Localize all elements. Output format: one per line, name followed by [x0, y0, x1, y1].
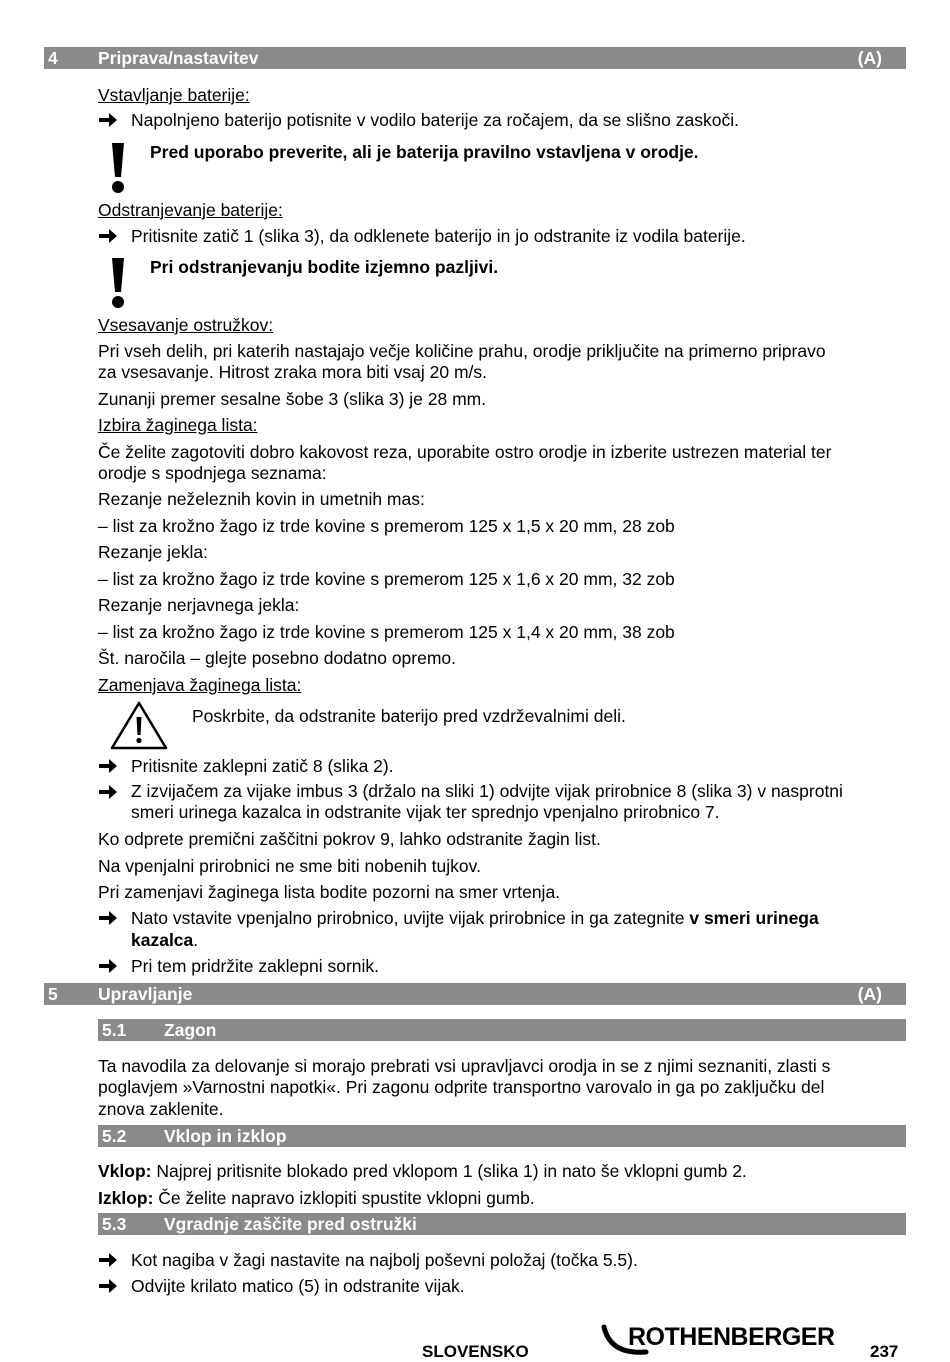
step-text-bold: v smeri urinega: [689, 908, 819, 928]
arrow-icon: [98, 958, 118, 974]
step-text-line: smeri urinega kazalca in odstranite vijak ter sprednjo vpenjalno prirobnico 7.: [131, 802, 720, 822]
step-text-bold: kazalca: [131, 930, 194, 950]
list-line: – list za krožno žago iz trde kovine s premerom 125 x 1,5 x 20 mm, 28 zob: [98, 516, 675, 536]
page-number: 237: [870, 1342, 899, 1361]
subsection-number: 5.3: [102, 1214, 127, 1234]
arrow-icon: [98, 112, 118, 128]
section-title: Priprava/nastavitev: [98, 48, 259, 68]
step-text: Pritisnite zatič 1 (slika 3), da odklenete baterijo in jo odstranite iz vodila baterije.: [131, 226, 746, 246]
warning-text: Pred uporabo preverite, ali je baterija pravilno vstavljena v orodje.: [150, 142, 699, 162]
subsection-5-2-header: [98, 1125, 906, 1147]
warning-text: Pri odstranjevanju bodite izjemno pazljivi.: [150, 257, 499, 277]
arrow-icon: [98, 228, 118, 244]
off-text: Če želite napravo izklopiti spustite vklopni gumb.: [153, 1188, 535, 1208]
subsection-number: 5.1: [102, 1020, 127, 1040]
step-text-line: [131, 908, 906, 929]
section-number: 4: [48, 48, 58, 68]
step-text-line: [131, 930, 906, 951]
off-label: Izklop:: [98, 1188, 154, 1208]
paragraph-line: orodje s spodnjega seznama:: [98, 463, 327, 483]
caution-text: Poskrbite, da odstranite baterijo pred vzdrževalnimi deli.: [192, 706, 626, 726]
subsection-5-3-header: [98, 1213, 906, 1235]
paragraph-line: Pri vseh delih, pri katerih nastajajo večje količine prahu, orodje priključite na primerno pripravo: [98, 341, 826, 361]
subheading-battery-remove: Odstranjevanje baterije:: [98, 200, 283, 220]
section-tag: (A): [857, 48, 882, 68]
warning-triangle-icon: [110, 700, 168, 755]
step-text: Pri tem pridržite zaklepni sornik.: [131, 956, 379, 976]
exclamation-icon: [108, 256, 128, 315]
paragraph-line: Če želite zagotoviti dobro kakovost reza, uporabite ostro orodje in izberite ustrezen material ter: [98, 442, 832, 462]
section-number: 5: [48, 984, 58, 1004]
subheading-blade-select: Izbira žaginega lista:: [98, 415, 258, 435]
subsection-number: 5.2: [102, 1126, 127, 1146]
step-text: Pritisnite zaklepni zatič 8 (slika 2).: [131, 756, 394, 776]
paragraph: Ko odprete premični zaščitni pokrov 9, lahko odstranite žagin list.: [98, 829, 601, 849]
subheading-battery-insert: Vstavljanje baterije:: [98, 85, 250, 105]
paragraph: [98, 1161, 898, 1182]
subsection-5-1-header: [98, 1019, 906, 1041]
on-text: Najprej pritisnite blokado pred vklopom 1 (slika 1) in nato še vklopni gumb 2.: [151, 1161, 747, 1181]
section-title: Upravljanje: [98, 984, 193, 1004]
arrow-icon: [98, 1278, 118, 1294]
list-line: Št. naročila – glejte posebno dodatno opremo.: [98, 648, 457, 668]
brand-name: ROTHENBERGER: [628, 1323, 835, 1351]
arrow-icon: [98, 758, 118, 774]
arrow-icon: [98, 784, 118, 800]
paragraph-line: poglavjem »Varnostni napotki«. Pri zagonu odprite transportno varovalo in ga po zaključku del: [98, 1077, 825, 1097]
subsection-title: Vklop in izklop: [164, 1126, 287, 1146]
footer-language: SLOVENSKO: [422, 1342, 529, 1361]
step-text: Napolnjeno baterijo potisnite v vodilo baterije za ročajem, da se slišno zaskoči.: [131, 110, 739, 130]
list-line: Rezanje jekla:: [98, 542, 208, 562]
subheading-blade-change: Zamenjava žaginega lista:: [98, 675, 302, 695]
section-tag: (A): [857, 984, 882, 1004]
paragraph-line: znova zaklenite.: [98, 1099, 224, 1119]
subheading-chip-extraction: Vsesavanje ostružkov:: [98, 315, 274, 335]
step-text: Kot nagiba v žagi nastavite na najbolj poševni položaj (točka 5.5).: [131, 1250, 638, 1270]
section-5-header: [44, 983, 906, 1005]
section-4-header: [44, 47, 906, 69]
paragraph: Pri zamenjavi žaginega lista bodite pozorni na smer vrtenja.: [98, 882, 561, 902]
subsection-title: Zagon: [164, 1020, 217, 1040]
paragraph: Zunanji premer sesalne šobe 3 (slika 3) je 28 mm.: [98, 389, 487, 409]
step-text: Odvijte krilato matico (5) in odstranite vijak.: [131, 1276, 465, 1296]
paragraph-line: Ta navodila za delovanje si morajo prebrati vsi upravljavci orodja in se z njimi seznaniti, zlasti s: [98, 1056, 831, 1076]
list-line: – list za krožno žago iz trde kovine s premerom 125 x 1,4 x 20 mm, 38 zob: [98, 622, 675, 642]
exclamation-icon: [108, 141, 128, 200]
step-text-plain: .: [193, 930, 199, 950]
step-text-plain: Nato vstavite vpenjalno prirobnico, uvijte vijak prirobnice in ga zategnite: [131, 908, 690, 928]
arrow-icon: [98, 910, 118, 926]
list-line: Rezanje nerjavnega jekla:: [98, 595, 300, 615]
list-line: Rezanje neželeznih kovin in umetnih mas:: [98, 489, 425, 509]
paragraph: Na vpenjalni prirobnici ne sme biti nobenih tujkov.: [98, 856, 481, 876]
on-label: Vklop:: [98, 1161, 152, 1181]
subsection-title: Vgradnje zaščite pred ostružki: [164, 1214, 417, 1234]
arrow-icon: [98, 1252, 118, 1268]
list-line: – list za krožno žago iz trde kovine s premerom 125 x 1,6 x 20 mm, 32 zob: [98, 569, 675, 589]
paragraph-line: za vsesavanje. Hitrost zraka mora biti vsaj 20 m/s.: [98, 362, 488, 382]
brand-logo: [600, 1322, 860, 1358]
step-text-line: Z izvijačem za vijake imbus 3 (držalo na sliki 1) odvijte vijak prirobnice 8 (slika 3) v nasprotni: [131, 781, 843, 801]
paragraph: [98, 1188, 898, 1209]
